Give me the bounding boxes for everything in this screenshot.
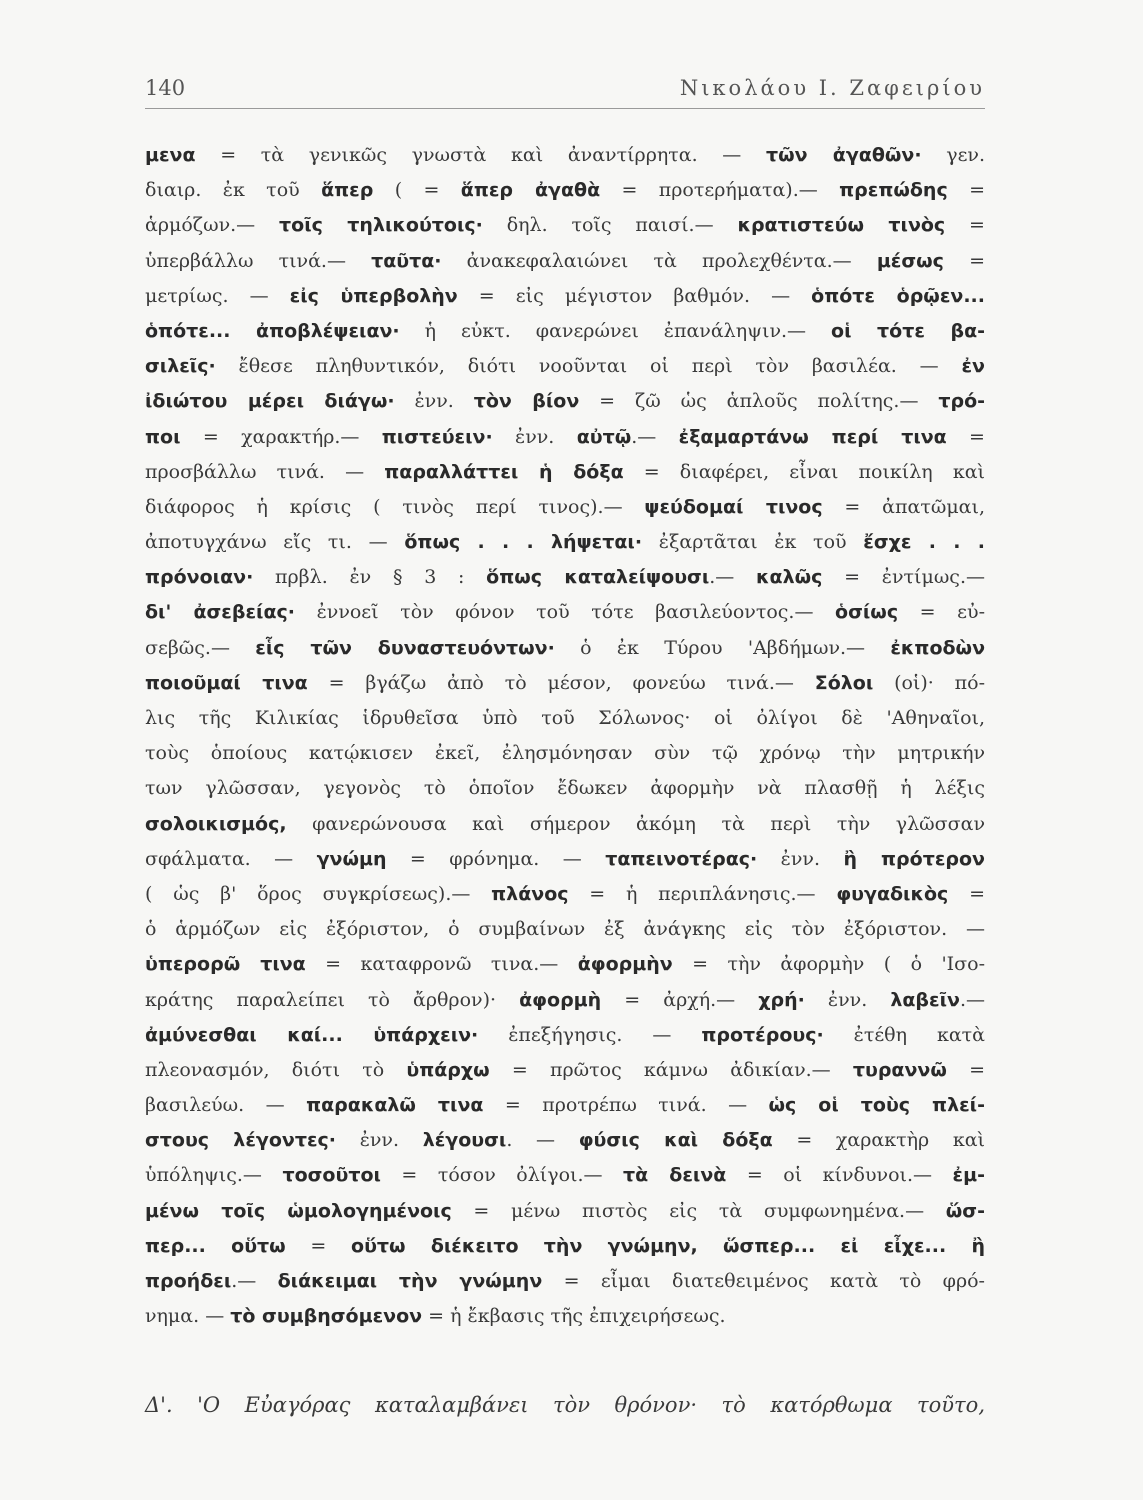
lemma: ἢ πρότερον: [843, 847, 985, 870]
lemma: τὰ δεινὰ: [623, 1164, 727, 1187]
lemma: τυραννῶ: [852, 1058, 947, 1081]
lemma: τὸν βίον: [473, 390, 580, 413]
commentary-text: [145, 138, 985, 1334]
lemma: ποιοῦμαί τινα: [145, 671, 308, 694]
lemma: μενα: [145, 144, 196, 166]
lemma: φύσις καὶ δόξα: [578, 1129, 773, 1152]
lemma: ὑπερορῶ τινα: [145, 953, 306, 976]
text-line: [145, 912, 985, 947]
lemma: τῶν ἀγαθῶν·: [765, 144, 922, 166]
gloss: ἡ εὐκτ. φανερώνει ἐπανάληψιν.—: [399, 319, 832, 342]
gloss: . —: [506, 1129, 579, 1152]
gloss: = βγάζω ἀπὸ τὸ μέσον, φονεύω τινά.—: [307, 671, 815, 694]
lemma: ὡς οἱ τοὺς πλεί-: [768, 1094, 985, 1117]
gloss: ὁ ἁρμόζων εἰς ἐξόριστον, ὁ συμβαίνων ἐξ ἀνάγκης εἰς τὸν ἐξόριστον. —: [145, 918, 985, 941]
lemma: καλῶς: [756, 566, 823, 589]
gloss: = ἀρχή.—: [601, 988, 759, 1011]
gloss: =: [947, 179, 985, 202]
lemma: ἐν: [961, 355, 985, 378]
lemma: Σόλοι: [814, 671, 874, 694]
gloss: = ἐντίμως.—: [822, 566, 985, 589]
text-line: [145, 947, 985, 982]
gloss: = φρόνημα. —: [386, 847, 606, 870]
text-line: [145, 1018, 985, 1053]
lemma: ὁπότε ὁρῷεν...: [811, 284, 985, 307]
lemma: ἐξαμαρτάνω περί τινα: [678, 425, 947, 448]
text-line: [145, 771, 985, 806]
gloss: διάφορος ἡ κρίσις ( τινὸς περί τινος).—: [145, 495, 645, 518]
text-line: [145, 1123, 985, 1158]
lemma: ὑπάρχω: [406, 1058, 490, 1081]
lemma: οἱ τότε βα-: [831, 319, 985, 342]
lemma: ἰδιώτου μέρει διάγω·: [145, 390, 395, 413]
gloss: (οἱ)· πό-: [873, 671, 985, 694]
gloss: ἐννοεῖ τὸν φόνον τοῦ τότε βασιλεύοντος.—: [294, 601, 836, 624]
gloss: ἐνν.: [394, 390, 474, 413]
gloss: = ἡ ἔκβασις τῆς ἐπιχειρήσεως.: [422, 1305, 726, 1328]
gloss: μετρίως. —: [145, 284, 290, 307]
lemma: μένω τοῖς ὡμολογημένοις: [145, 1199, 452, 1222]
gloss: = πρῶτος κάμνω ἀδικίαν.—: [489, 1058, 853, 1081]
gloss: διαιρ. ἐκ τοῦ: [145, 179, 322, 202]
lemma: προτέρους·: [701, 1023, 824, 1046]
text-line: [145, 384, 985, 419]
lemma: τὸ συμβησόμενον: [230, 1305, 423, 1328]
gloss: = ζῶ ὡς ἁπλοῦς πολίτης.—: [579, 390, 939, 413]
text-line: [145, 208, 985, 243]
lemma: δι' ἀσεβείας·: [145, 601, 295, 624]
lemma: σολοικισμός,: [145, 812, 287, 835]
lemma: τοσοῦτοι: [282, 1164, 381, 1187]
gloss: ( =: [373, 179, 461, 202]
gloss: =: [943, 249, 985, 272]
text-line: [145, 807, 985, 842]
text-line: [145, 1158, 985, 1193]
gloss: ἀνακεφαλαιώνει τὰ προλεχθέντα.—: [441, 249, 877, 272]
gloss: ἁρμόζων.—: [145, 214, 280, 237]
page-header: [145, 74, 985, 109]
text-line: [145, 877, 985, 912]
lemma: φυγαδικὸς: [836, 882, 949, 905]
lemma: ἐκποδὼν: [890, 636, 985, 659]
gloss: ἐτέθη κατὰ: [823, 1023, 985, 1046]
lemma: κρατιστεύω τινὸς: [737, 214, 946, 237]
text-line: [145, 595, 985, 630]
gloss: ὑπόληψις.—: [145, 1164, 283, 1187]
lemma: γνώμη: [316, 847, 387, 870]
text-line: [145, 701, 985, 736]
gloss: ἐνν.: [757, 847, 844, 870]
lemma: πρεπώδης: [839, 179, 948, 202]
gloss: =: [948, 882, 985, 905]
gloss: πλεονασμόν, διότι τὸ: [145, 1058, 407, 1081]
gloss: = καταφρονῶ τινα.—: [305, 953, 578, 976]
gloss: νημα. —: [145, 1305, 231, 1328]
lemma: διάκειμαι τὴν γνώμην: [277, 1270, 543, 1292]
gloss: των γλῶσσαν, γεγονὸς τὸ ὁποῖον ἔδωκεν ἀφορμὴν νὰ πλασθῇ ἡ λέξις: [145, 777, 985, 800]
lemma: εἷς τῶν δυναστευόντων·: [255, 636, 555, 659]
lemma: ἔσχε . . .: [863, 531, 985, 554]
text-line: [145, 244, 985, 279]
lemma: ἀφορμὴν: [577, 953, 673, 976]
section-start-line: Δ'. 'Ο Εὐαγόρας καταλαμβάνει τὸν θρόνον· τὸ κατόρθωμα τοῦτο,: [145, 1393, 985, 1417]
lemma: ταπεινοτέρας·: [605, 847, 758, 870]
lemma: ὁσίως: [835, 601, 899, 624]
lemma: περ... οὕτω: [145, 1234, 286, 1257]
gloss: =: [946, 425, 985, 448]
gloss: .—: [709, 566, 757, 589]
lemma: ποι: [145, 425, 181, 448]
text-line: [145, 1229, 985, 1264]
gloss: .—: [231, 1270, 278, 1292]
text-line: [145, 349, 985, 384]
gloss: φανερώνουσα καὶ σήμερον ἀκόμη τὰ περὶ τὴν γλῶσσαν: [286, 812, 985, 835]
lemma: παραλλάττει ἡ δόξα: [384, 460, 624, 483]
lemma: πιστεύειν·: [381, 425, 493, 448]
text-line: [145, 631, 985, 666]
gloss: προσβάλλω τινά. —: [145, 460, 385, 483]
text-line: [145, 560, 985, 595]
text-line: [145, 1194, 985, 1229]
gloss: = διαφέρει, εἶναι ποικίλη καὶ: [623, 460, 985, 483]
gloss: = τόσον ὀλίγοι.—: [380, 1164, 624, 1187]
gloss: λις τῆς Κιλικίας ἱδρυθεῖσα ὑπὸ τοῦ Σόλωνος· οἱ ὀλίγοι δὲ 'Αθηναῖοι,: [145, 707, 985, 729]
lemma: στους λέγοντες·: [145, 1129, 337, 1152]
gloss: ἐνν.: [804, 988, 891, 1011]
lemma: ἀμύνεσθαι καί... ὑπάρχειν·: [145, 1023, 479, 1046]
gloss: ( ὡς β' ὅρος συγκρίσεως).—: [145, 882, 492, 905]
lemma: λέγουσι: [422, 1129, 507, 1152]
gloss: .—: [959, 988, 985, 1011]
gloss: γεν.: [921, 144, 985, 166]
gloss: = χαρακτὴρ καὶ: [772, 1129, 985, 1152]
lemma: πλάνος: [491, 882, 569, 905]
text-line: [145, 1088, 985, 1123]
text-line: [145, 138, 985, 173]
text-line: [145, 1299, 985, 1334]
gloss: = ἡ περιπλάνησις.—: [568, 882, 837, 905]
gloss: βασιλεύω. —: [145, 1094, 307, 1117]
lemma: ὅπως . . . λήψεται·: [404, 531, 643, 554]
lemma: ὁπότε... ἀποβλέψειαν·: [145, 319, 400, 342]
gloss: κράτης παραλείπει τὸ ἄρθρον)·: [145, 988, 520, 1011]
gloss: = τὴν ἀφορμὴν ( ὁ 'Ισο-: [672, 953, 985, 976]
lemma: λαβεῖν: [890, 988, 960, 1011]
lemma: οὕτω διέκειτο τὴν γνώμην, ὥσπερ... εἰ εἶχε... ἢ: [351, 1234, 985, 1257]
gloss: = εἰς μέγιστον βαθμόν. —: [457, 284, 812, 307]
gloss: ἀποτυγχάνω εἴς τι. —: [145, 531, 405, 554]
gloss: = τὰ γενικῶς γνωστὰ καὶ ἀναντίρρητα. —: [195, 144, 766, 166]
gloss: δηλ. τοῖς παισί.—: [482, 214, 738, 237]
lemma: αὐτῷ: [576, 425, 632, 448]
lemma: ὅπως καταλείψουσι: [486, 566, 710, 589]
gloss: = εἶμαι διατεθειμένος κατὰ τὸ φρό-: [542, 1270, 985, 1292]
text-line: [145, 455, 985, 490]
gloss: ὑπερβάλλω τινά.—: [145, 249, 372, 272]
lemma: ἐμ-: [952, 1164, 985, 1187]
text-line: [145, 842, 985, 877]
text-line: [145, 525, 985, 560]
lemma: μέσως: [876, 249, 944, 272]
gloss: σεβῶς.—: [145, 636, 256, 659]
lemma: τρό-: [938, 390, 985, 413]
gloss: τοὺς ὁποίους κατῴκισεν ἐκεῖ, ἐλησμόνησαν σὺν τῷ χρόνῳ τὴν μητρικήν: [145, 742, 985, 765]
lemma: παρακαλῶ τινα: [306, 1094, 484, 1117]
gloss: = μένω πιστὸς εἰς τὰ συμφωνημένα.—: [451, 1199, 946, 1222]
lemma: σιλεῖς·: [145, 355, 216, 378]
gloss: ἐνν.: [336, 1129, 423, 1152]
lemma: τοῖς τηλικούτοις·: [279, 214, 483, 237]
gloss: ἐπεξήγησις. —: [478, 1023, 702, 1046]
gloss: = προτερήματα).—: [600, 179, 840, 202]
gloss: σφάλματα. —: [145, 847, 317, 870]
gloss: = ἀπατῶμαι,: [822, 495, 985, 518]
lemma: ἅπερ: [321, 179, 374, 202]
lemma: ἀφορμὴ: [519, 988, 602, 1011]
lemma: προήδει: [145, 1270, 232, 1292]
text-line: [145, 736, 985, 771]
text-line: [145, 490, 985, 525]
gloss: .—: [631, 425, 679, 448]
lemma: ψεύδομαί τινος: [644, 495, 823, 518]
text-line: [145, 1053, 985, 1088]
text-line: [145, 666, 985, 701]
gloss: =: [285, 1234, 352, 1257]
gloss: ἔθεσε πληθυντικόν, διότι νοοῦνται οἱ περὶ τὸν βασιλέα. —: [215, 355, 962, 378]
lemma: ταῦτα·: [371, 249, 442, 272]
gloss: =: [946, 1058, 985, 1081]
gloss: = εὐ-: [898, 601, 985, 624]
page-number: 140: [145, 76, 186, 100]
lemma: πρόνοιαν·: [145, 566, 254, 589]
gloss: = προτρέπω τινά. —: [483, 1094, 769, 1117]
gloss: ὁ ἐκ Τύρου 'Αβδήμων.—: [554, 636, 891, 659]
lemma: ὥσ-: [945, 1199, 985, 1222]
gloss: ἐνν.: [492, 425, 577, 448]
lemma: εἰς ὑπερβολὴν: [289, 284, 458, 307]
running-head: Νικολάου Ι. Ζαφειρίου: [679, 76, 985, 100]
text-line: [145, 314, 985, 349]
text-line: [145, 173, 985, 208]
text-line: [145, 1264, 985, 1299]
text-line: [145, 420, 985, 455]
gloss: = οἱ κίνδυνοι.—: [726, 1164, 953, 1187]
gloss: ἐξαρτᾶται ἐκ τοῦ: [642, 531, 864, 554]
gloss: =: [945, 214, 985, 237]
gloss: πρβλ. ἐν § 3 :: [253, 566, 487, 589]
lemma: χρή·: [758, 988, 805, 1011]
lemma: ἅπερ ἀγαθὰ: [460, 179, 601, 202]
gloss: = χαρακτήρ.—: [180, 425, 382, 448]
text-line: [145, 983, 985, 1018]
text-line: [145, 279, 985, 314]
